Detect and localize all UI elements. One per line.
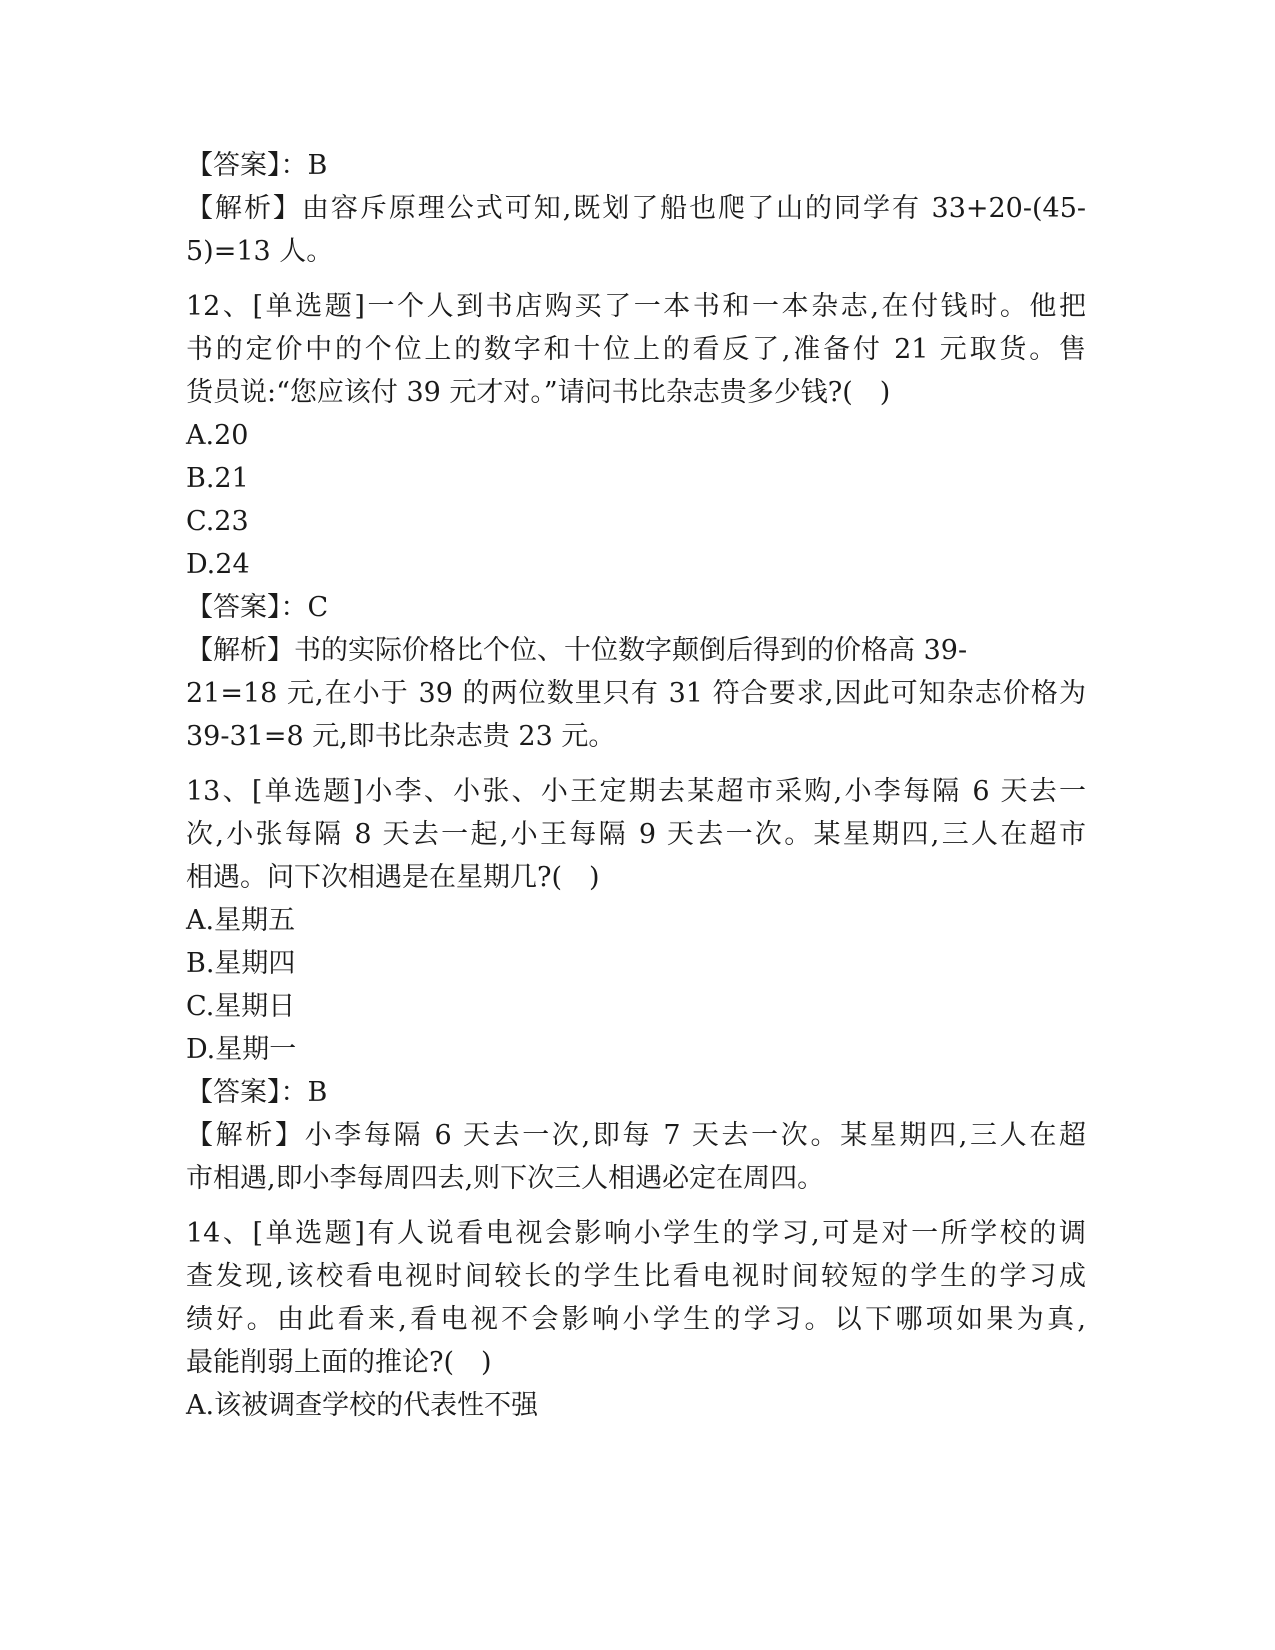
question-stem-line: 书的定价中的个位上的数字和十位上的看反了,准备付 21 元取货。售: [186, 334, 1086, 365]
question-stem-line: 货员说:“您应该付 39 元才对。”请问书比杂志贵多少钱?( ): [186, 377, 891, 408]
analysis-line: 21=18 元,在小于 39 的两位数里只有 31 符合要求,因此可知杂志价格为: [186, 678, 1086, 709]
question-stem-line: 最能削弱上面的推论?( ): [186, 1347, 492, 1378]
question-stem-line: 相遇。问下次相遇是在星期几?( ): [186, 862, 600, 893]
answer-line: 【答案】：B: [186, 150, 328, 181]
question-stem-line: 绩好。由此看来,看电视不会影响小学生的学习。以下哪项如果为真,: [186, 1304, 1086, 1335]
question-stem-line: 查发现,该校看电视时间较长的学生比看电视时间较短的学生的学习成: [186, 1261, 1086, 1292]
question-13: [186, 770, 1086, 1200]
option-d: D.星期一: [186, 1034, 297, 1065]
answer-line: 【答案】：C: [186, 592, 329, 623]
question-12: [186, 285, 1086, 758]
analysis-line: 39-31=8 元,即书比杂志贵 23 元。: [186, 721, 616, 752]
analysis-line: 市相遇,即小李每周四去,则下次三人相遇必定在周四。: [186, 1163, 825, 1194]
document-content: [186, 144, 1086, 1427]
option-d: D.24: [186, 549, 250, 580]
analysis-line: 【解析】由容斥原理公式可知,既划了船也爬了山的同学有 33+20-(45-: [186, 193, 1086, 224]
option-b: B.21: [186, 463, 249, 494]
question-stem-line: 12、[单选题]一个人到书店购买了一本书和一本杂志,在付钱时。他把: [186, 291, 1086, 322]
option-a: A.20: [186, 420, 249, 451]
option-c: C.星期日: [186, 991, 296, 1022]
analysis-line: 5)=13 人。: [186, 236, 334, 267]
option-c: C.23: [186, 506, 249, 537]
option-a: A.星期五: [186, 905, 296, 936]
question-stem-line: 13、[单选题]小李、小张、小王定期去某超市采购,小李每隔 6 天去一: [186, 776, 1086, 807]
question-11-tail: [186, 144, 1086, 273]
analysis-line: 【解析】书的实际价格比个位、十位数字颠倒后得到的价格高 39-: [186, 635, 968, 666]
question-stem-line: 14、[单选题]有人说看电视会影响小学生的学习,可是对一所学校的调: [186, 1218, 1086, 1249]
option-a: A.该被调查学校的代表性不强: [186, 1390, 539, 1421]
question-14: [186, 1212, 1086, 1427]
question-stem-line: 次,小张每隔 8 天去一起,小王每隔 9 天去一次。某星期四,三人在超市: [186, 819, 1086, 850]
answer-line: 【答案】：B: [186, 1077, 328, 1108]
option-b: B.星期四: [186, 948, 296, 979]
analysis-line: 【解析】小李每隔 6 天去一次,即每 7 天去一次。某星期四,三人在超: [186, 1120, 1086, 1151]
